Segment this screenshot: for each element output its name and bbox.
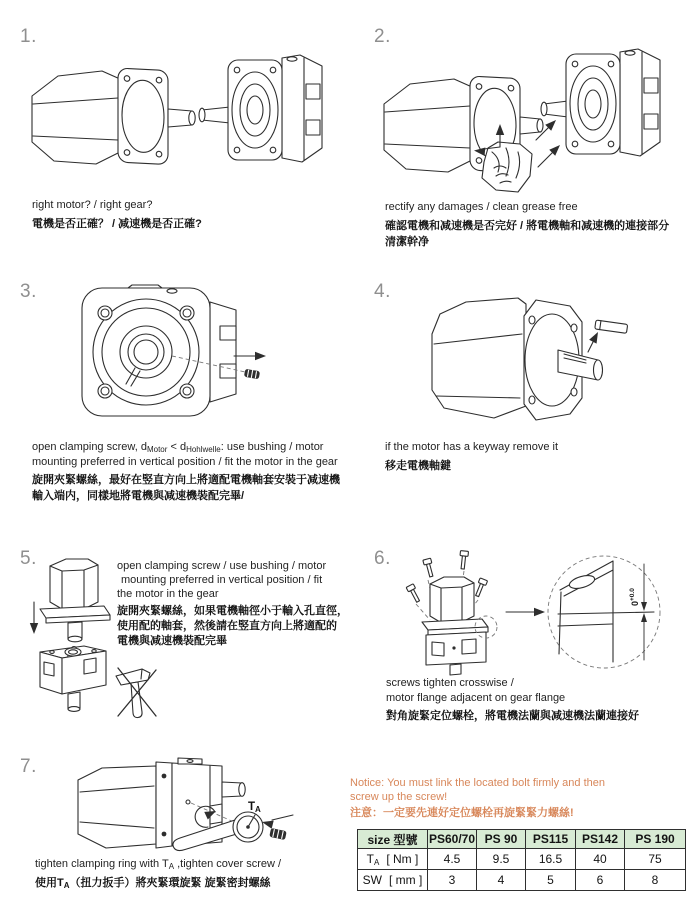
step-7-caption-en: tighten clamping ring with TA ,tighten cover screw / [35, 858, 282, 871]
table-cell: 16.5 [526, 849, 576, 870]
step-1-illustration [28, 50, 330, 188]
step-1-number: 1. [20, 26, 37, 47]
torque-table [357, 829, 686, 891]
motor-drawing [40, 559, 110, 642]
arrow-icon [30, 602, 38, 634]
table-cell: 40 [576, 849, 625, 870]
table-row-label: TA [ Nm ] [358, 849, 428, 870]
step-3-caption-en-line1: open clamping screw, dMotor < dHohlwelle: use bushing / motor [32, 441, 324, 454]
table-cell: 5 [526, 870, 576, 891]
table-header-ps190: PS 190 [625, 830, 686, 849]
step-4-caption-zh: 移走電機軸鍵 [385, 460, 451, 472]
motor-drawing [32, 68, 195, 165]
step-1-caption-zh: 電機是否正確？ / 减速機是否正確? [32, 218, 202, 230]
clamping-screw-icon [244, 369, 260, 379]
table-cell: 8 [625, 870, 686, 891]
step-2-caption-zh-line2: 清潔幹净 [385, 236, 429, 248]
step-5-caption-en-line2: mounting preferred in vertical position / fit [121, 574, 323, 586]
motor-drawing [432, 298, 603, 420]
step-4-number: 4. [374, 281, 391, 302]
gearbox-drawing [199, 55, 322, 162]
step-5-caption-zh-line3: 電機與减速機裝配完畢 [117, 635, 227, 647]
arrow-icon [506, 608, 545, 616]
table-header-size: size 型號 [358, 830, 428, 849]
gearbox-drawing [40, 646, 106, 711]
table-header-ps142: PS142 [576, 830, 625, 849]
motor-gearbox-assembly [422, 577, 497, 675]
step-6-caption-zh: 對角旋緊定位螺栓，將電機法蘭與减速機法蘭連接好 [386, 710, 639, 722]
step-6-number: 6. [374, 548, 391, 569]
step-5-caption-en-line3: the motor in the gear [117, 588, 219, 600]
table-cell: 4.5 [428, 849, 477, 870]
arrow-icon [261, 815, 293, 829]
step-6-illustration [398, 550, 686, 678]
table-cell: 3 [428, 870, 477, 891]
step-7-number: 7. [20, 756, 37, 777]
notice-text-en-line1: Notice: You must link the located bolt firmly and then [350, 777, 605, 789]
table-header-ps90: PS 90 [477, 830, 526, 849]
table-cell: 75 [625, 849, 686, 870]
step-3-caption-zh-line1: 旋開夾緊螺絲，最好在竪直方向上將適配電機軸套安裝于减速機 [32, 474, 340, 486]
table-cell: 9.5 [477, 849, 526, 870]
gearbox-front-drawing [82, 285, 236, 416]
step-3-caption-en-line2: mounting preferred in vertical position / fit the motor in the gear [32, 456, 338, 468]
table-row-sw [358, 870, 686, 891]
notice-text-zh: 注意：一定要先連好定位螺栓再旋緊緊力螺絲! [350, 807, 574, 819]
step-5-caption-en-line1: open clamping screw / use bushing / motor [117, 560, 327, 572]
table-row-label: SW [ mm ] [358, 870, 428, 891]
table-cell: 6 [576, 870, 625, 891]
step-4-illustration [428, 284, 686, 430]
step-6-caption-en-line2: motor flange adjacent on gear flange [386, 692, 566, 704]
table-row-ta [358, 849, 686, 870]
step-2-number: 2. [374, 26, 391, 47]
step-1-caption-en: right motor? / right gear? [32, 199, 153, 211]
hand-cloth-icon [482, 142, 532, 192]
step-3-number: 3. [20, 281, 37, 302]
step-5-illustration [26, 554, 118, 720]
shaft-key-icon [595, 320, 628, 333]
notice-text-en-line2: screw up the screw! [350, 791, 448, 803]
detail-circle [548, 556, 660, 668]
step-5-caption-zh-line2: 使用配的軸套，然後請在竪直方向上將適配的 [117, 620, 337, 632]
torque-label: TA [248, 801, 261, 814]
step-7-caption-zh: 使用TA（扭力扳手）將夾緊環旋緊 旋緊密封螺絲 [35, 877, 271, 890]
no-hammer-icon [112, 664, 164, 722]
arrow-icon [234, 352, 266, 360]
step-4-caption-en: if the motor has a keyway remove it [385, 441, 559, 453]
arrow-icon [538, 142, 563, 167]
step-5-number: 5. [20, 548, 37, 569]
cover-screw-icon [269, 828, 287, 840]
step-6-caption-en-line1: screws tighten crosswise / [386, 677, 514, 689]
step-3-illustration [70, 284, 277, 422]
table-header-ps6070: PS60/70 [428, 830, 477, 849]
table-header-row [358, 830, 686, 849]
arrow-icon [588, 330, 602, 352]
step-2-caption-zh-line1: 確認電機和减速機是否完好 / 將電機軸和减速機的連接部分 [385, 220, 670, 232]
gearbox-drawing [541, 49, 660, 156]
table-header-ps115: PS115 [526, 830, 576, 849]
step-3-caption-zh-line2: 輸入端内，同樣地將電機與减速機裝配完畢/ [32, 490, 245, 502]
table-cell: 4 [477, 870, 526, 891]
step-2-caption-en: rectify any damages / clean grease free [385, 201, 578, 213]
gap-dimension-label: $0^{+0.0}$ [629, 588, 640, 606]
step-7-illustration [50, 750, 350, 860]
step-5-caption-zh-line1: 旋開夾緊螺絲，如果電機軸徑小于輸入孔直徑， [117, 605, 348, 617]
step-2-illustration [378, 46, 686, 200]
